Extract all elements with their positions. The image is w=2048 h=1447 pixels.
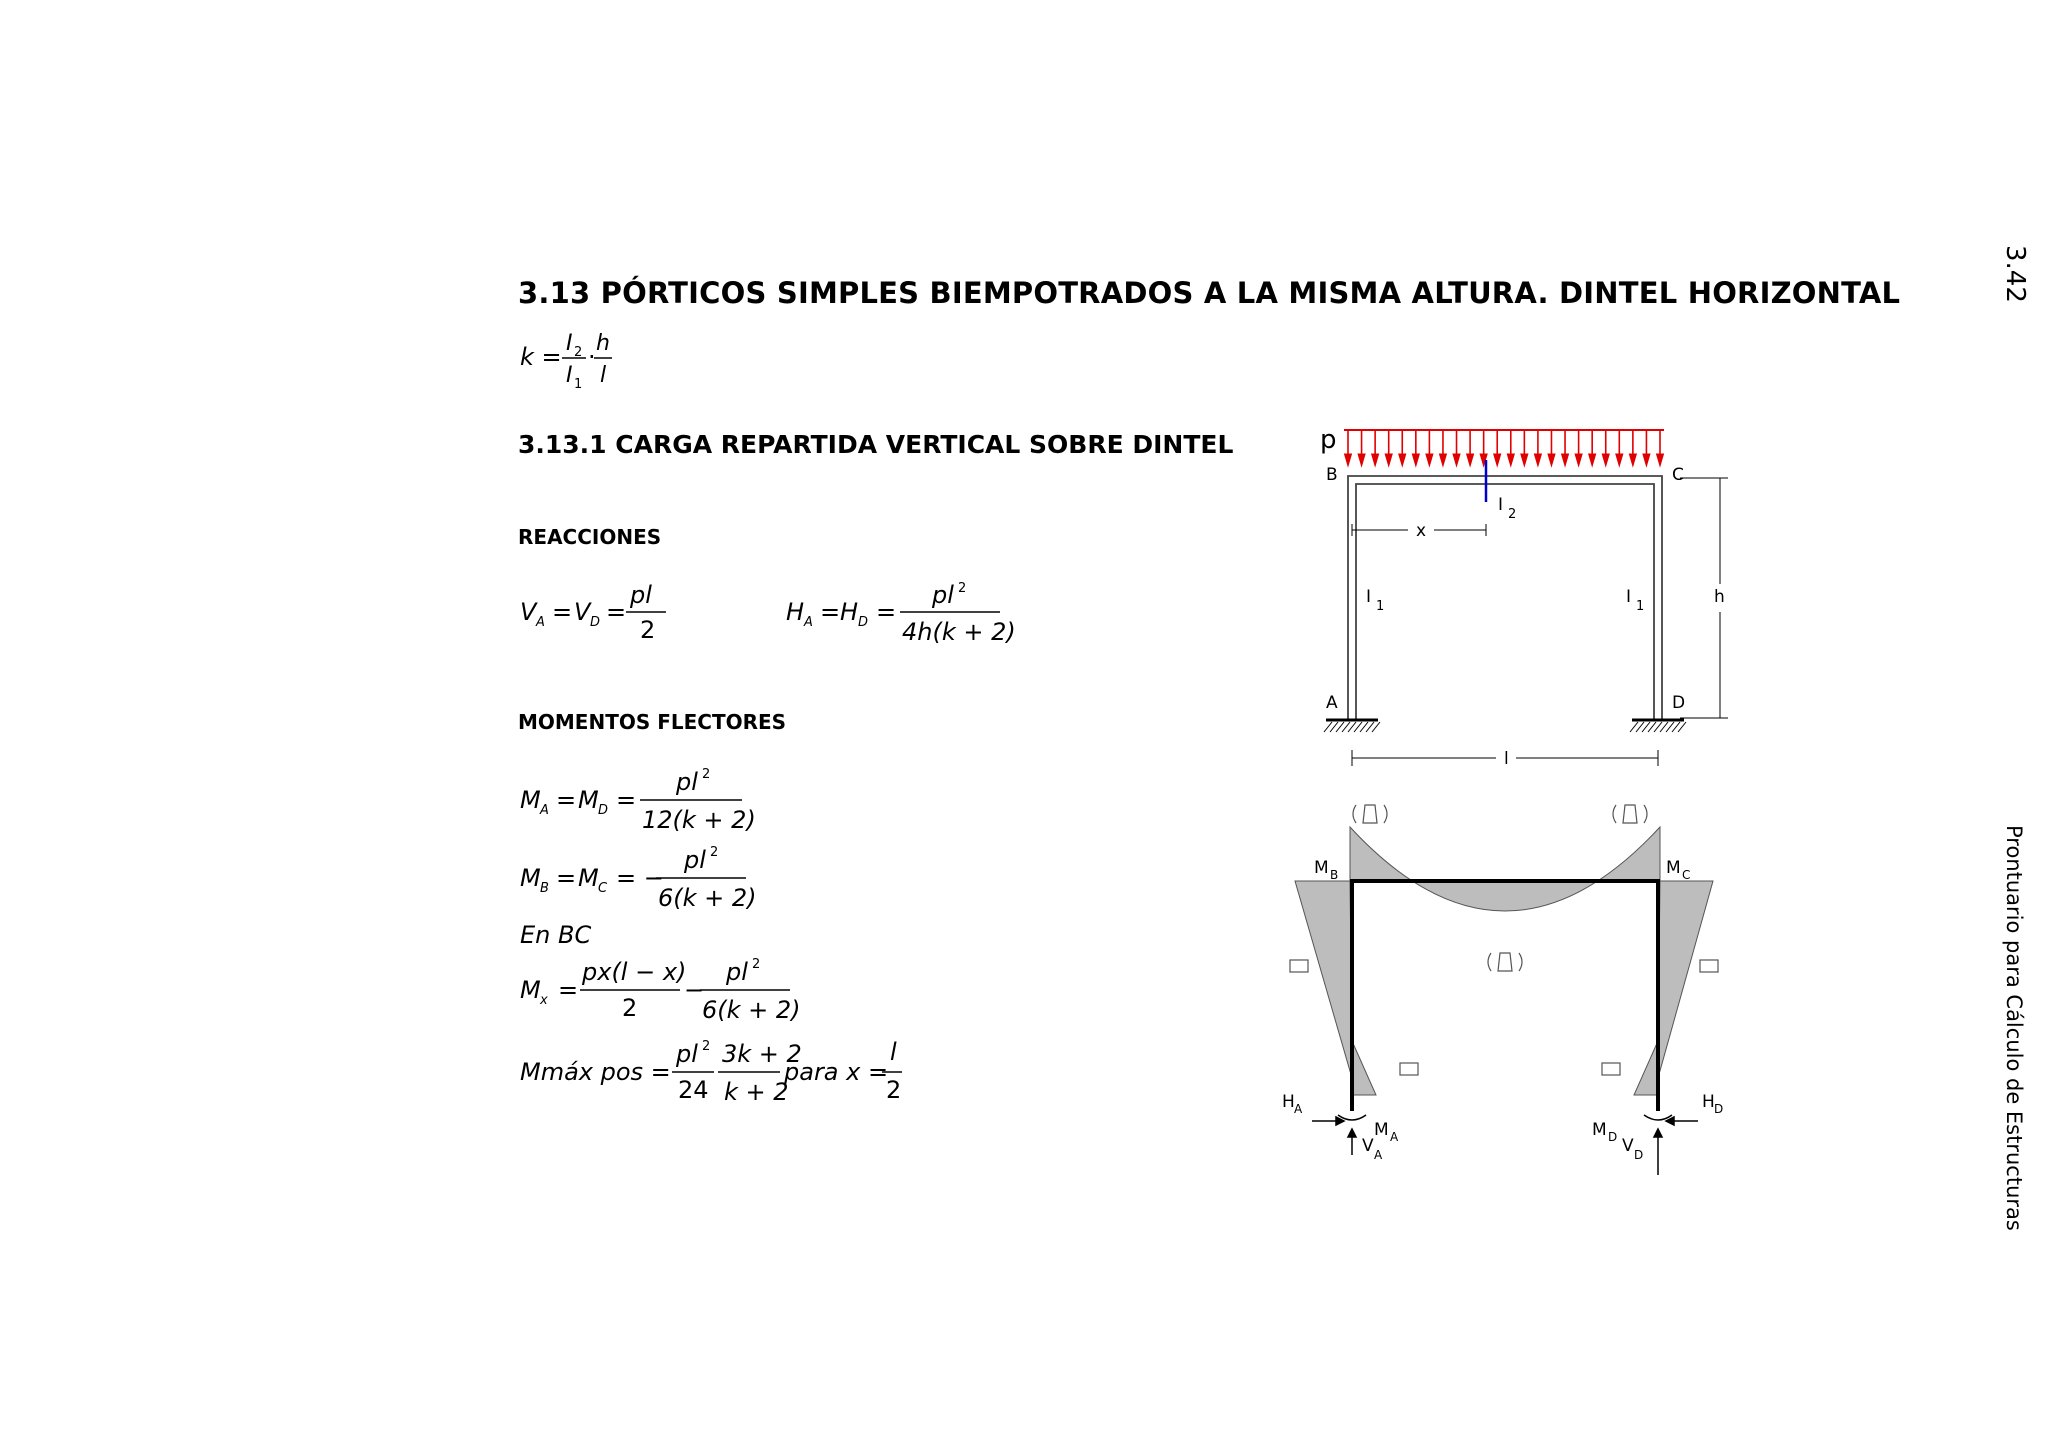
section-title: 3.13 PÓRTICOS SIMPLES BIEMPOTRADOS A LA MISMA ALTURA. DINTEL HORIZONTAL [518, 276, 1901, 310]
svg-text:2: 2 [710, 845, 719, 860]
svg-text:D: D [1634, 1148, 1644, 1162]
svg-text:·: · [588, 343, 596, 371]
svg-text:I: I [566, 331, 573, 356]
svg-text:D: D [1714, 1102, 1724, 1116]
svg-text:2: 2 [574, 345, 583, 360]
subsection-title: 3.13.1 CARGA REPARTIDA VERTICAL SOBRE DINTEL [518, 430, 1234, 459]
svg-text:A: A [1390, 1130, 1399, 1144]
node-d-label: D [1672, 693, 1686, 713]
svg-text:M: M [578, 864, 599, 892]
node-a-label: A [1326, 693, 1338, 713]
svg-text:H: H [786, 598, 805, 626]
svg-text:para x =: para x = [784, 1058, 889, 1086]
md-label: M [1592, 1120, 1607, 1140]
svg-text:k + 2: k + 2 [724, 1078, 789, 1106]
svg-text:= −: = − [616, 864, 664, 892]
svg-text:A: A [536, 615, 545, 630]
moment-b-eq [520, 845, 757, 912]
support-a [1324, 720, 1380, 732]
svg-text:2: 2 [886, 1076, 902, 1104]
svg-text:6(k + 2): 6(k + 2) [658, 884, 757, 912]
max-moment-eq [520, 1038, 902, 1106]
node-b-label: B [1326, 465, 1338, 485]
svg-text:1: 1 [1376, 599, 1385, 614]
k-definition [520, 331, 612, 392]
svg-text:12(k + 2): 12(k + 2) [642, 806, 756, 834]
svg-text:I: I [566, 363, 573, 388]
svg-text:Mmáx pos =: Mmáx pos = [520, 1058, 671, 1086]
svg-text:=: = [558, 976, 579, 1004]
support-d [1630, 720, 1686, 732]
svg-text:A: A [1374, 1148, 1383, 1162]
svg-text:2: 2 [702, 1039, 711, 1054]
i1-left-label: I [1366, 587, 1372, 607]
svg-text:h: h [596, 331, 610, 356]
svg-text:2: 2 [1508, 507, 1517, 522]
frame-line [1352, 881, 1658, 1111]
svg-text:=: = [606, 598, 627, 626]
svg-text:A: A [804, 615, 813, 630]
svg-text:D: D [1608, 1130, 1618, 1144]
vertical-reactions-eq [520, 581, 666, 644]
svg-text:M: M [578, 786, 599, 814]
load-arrows [1345, 430, 1664, 466]
svg-text:−: − [684, 976, 705, 1004]
x-label: x [1416, 521, 1427, 541]
svg-text:=: = [616, 786, 637, 814]
svg-text:V: V [574, 598, 591, 626]
horizontal-reactions-eq [786, 581, 1016, 646]
svg-text:D: D [590, 615, 601, 630]
svg-text:B: B [1330, 868, 1339, 882]
moment-a-eq [520, 767, 756, 834]
svg-text:H: H [840, 598, 859, 626]
svg-text:D: D [858, 615, 869, 630]
vd-label: V [1622, 1136, 1634, 1156]
svg-text:A: A [1294, 1102, 1303, 1116]
ma-label: M [1374, 1120, 1389, 1140]
svg-text:V: V [520, 598, 537, 626]
svg-text:1: 1 [1636, 599, 1645, 614]
svg-text:M: M [520, 976, 541, 1004]
moments-heading: MOMENTOS FLECTORES [518, 710, 787, 734]
equations-panel [500, 320, 1060, 1120]
svg-text:6(k + 2): 6(k + 2) [702, 996, 801, 1024]
bending-moment-diagram [1270, 795, 1740, 1195]
va-label: V [1362, 1136, 1374, 1156]
svg-text:C: C [1682, 868, 1691, 882]
i2-label: I [1498, 495, 1504, 515]
svg-text:pl: pl [726, 958, 748, 986]
svg-text:2: 2 [622, 994, 638, 1022]
svg-text:M: M [520, 786, 541, 814]
svg-text:3k + 2: 3k + 2 [722, 1040, 802, 1068]
book-title: Prontuario para Cálculo de Estructuras [2002, 825, 2026, 1231]
i1-right-label: I [1626, 587, 1632, 607]
moment-x-eq [520, 957, 801, 1024]
svg-text:4h(k + 2): 4h(k + 2) [902, 618, 1016, 646]
svg-text:pl: pl [684, 846, 706, 874]
svg-text:l: l [890, 1038, 897, 1066]
svg-text:1: 1 [574, 377, 583, 392]
svg-text:=: = [556, 786, 577, 814]
svg-text:2: 2 [752, 957, 761, 972]
hd-label: H [1702, 1092, 1715, 1112]
l-label: l [1504, 749, 1509, 769]
svg-text:B: B [540, 881, 549, 896]
svg-text:pl: pl [676, 768, 698, 796]
page-number: 3.42 [2000, 245, 2030, 303]
svg-text:M: M [520, 864, 541, 892]
svg-text:x: x [540, 993, 548, 1008]
svg-text:k =: k = [520, 343, 562, 371]
svg-text:A: A [540, 803, 549, 818]
svg-text:D: D [598, 803, 609, 818]
mb-label: M [1314, 858, 1329, 878]
svg-text:24: 24 [678, 1076, 709, 1104]
frame-outline [1348, 476, 1662, 720]
svg-text:=: = [556, 864, 577, 892]
svg-text:l: l [600, 363, 607, 388]
ha-label: H [1282, 1092, 1295, 1112]
svg-text:=: = [820, 598, 841, 626]
svg-text:C: C [598, 881, 608, 896]
svg-text:px(l − x): px(l − x) [582, 958, 687, 986]
svg-text:=: = [552, 598, 573, 626]
svg-text:pl: pl [676, 1040, 698, 1068]
svg-text:2: 2 [702, 767, 711, 782]
svg-text:=: = [876, 598, 897, 626]
svg-text:2: 2 [958, 581, 967, 596]
h-label: h [1714, 587, 1725, 607]
frame-load-diagram [1300, 420, 1760, 780]
load-label: p [1320, 425, 1337, 455]
reactions-heading: REACCIONES [518, 525, 662, 549]
mc-label: M [1666, 858, 1681, 878]
node-c-label: C [1672, 465, 1684, 485]
svg-text:2: 2 [640, 616, 656, 644]
svg-text:pl: pl [932, 581, 954, 609]
moment-area [1295, 827, 1713, 1095]
svg-text:pl: pl [630, 581, 652, 609]
en-bc-label: En BC [520, 921, 592, 949]
